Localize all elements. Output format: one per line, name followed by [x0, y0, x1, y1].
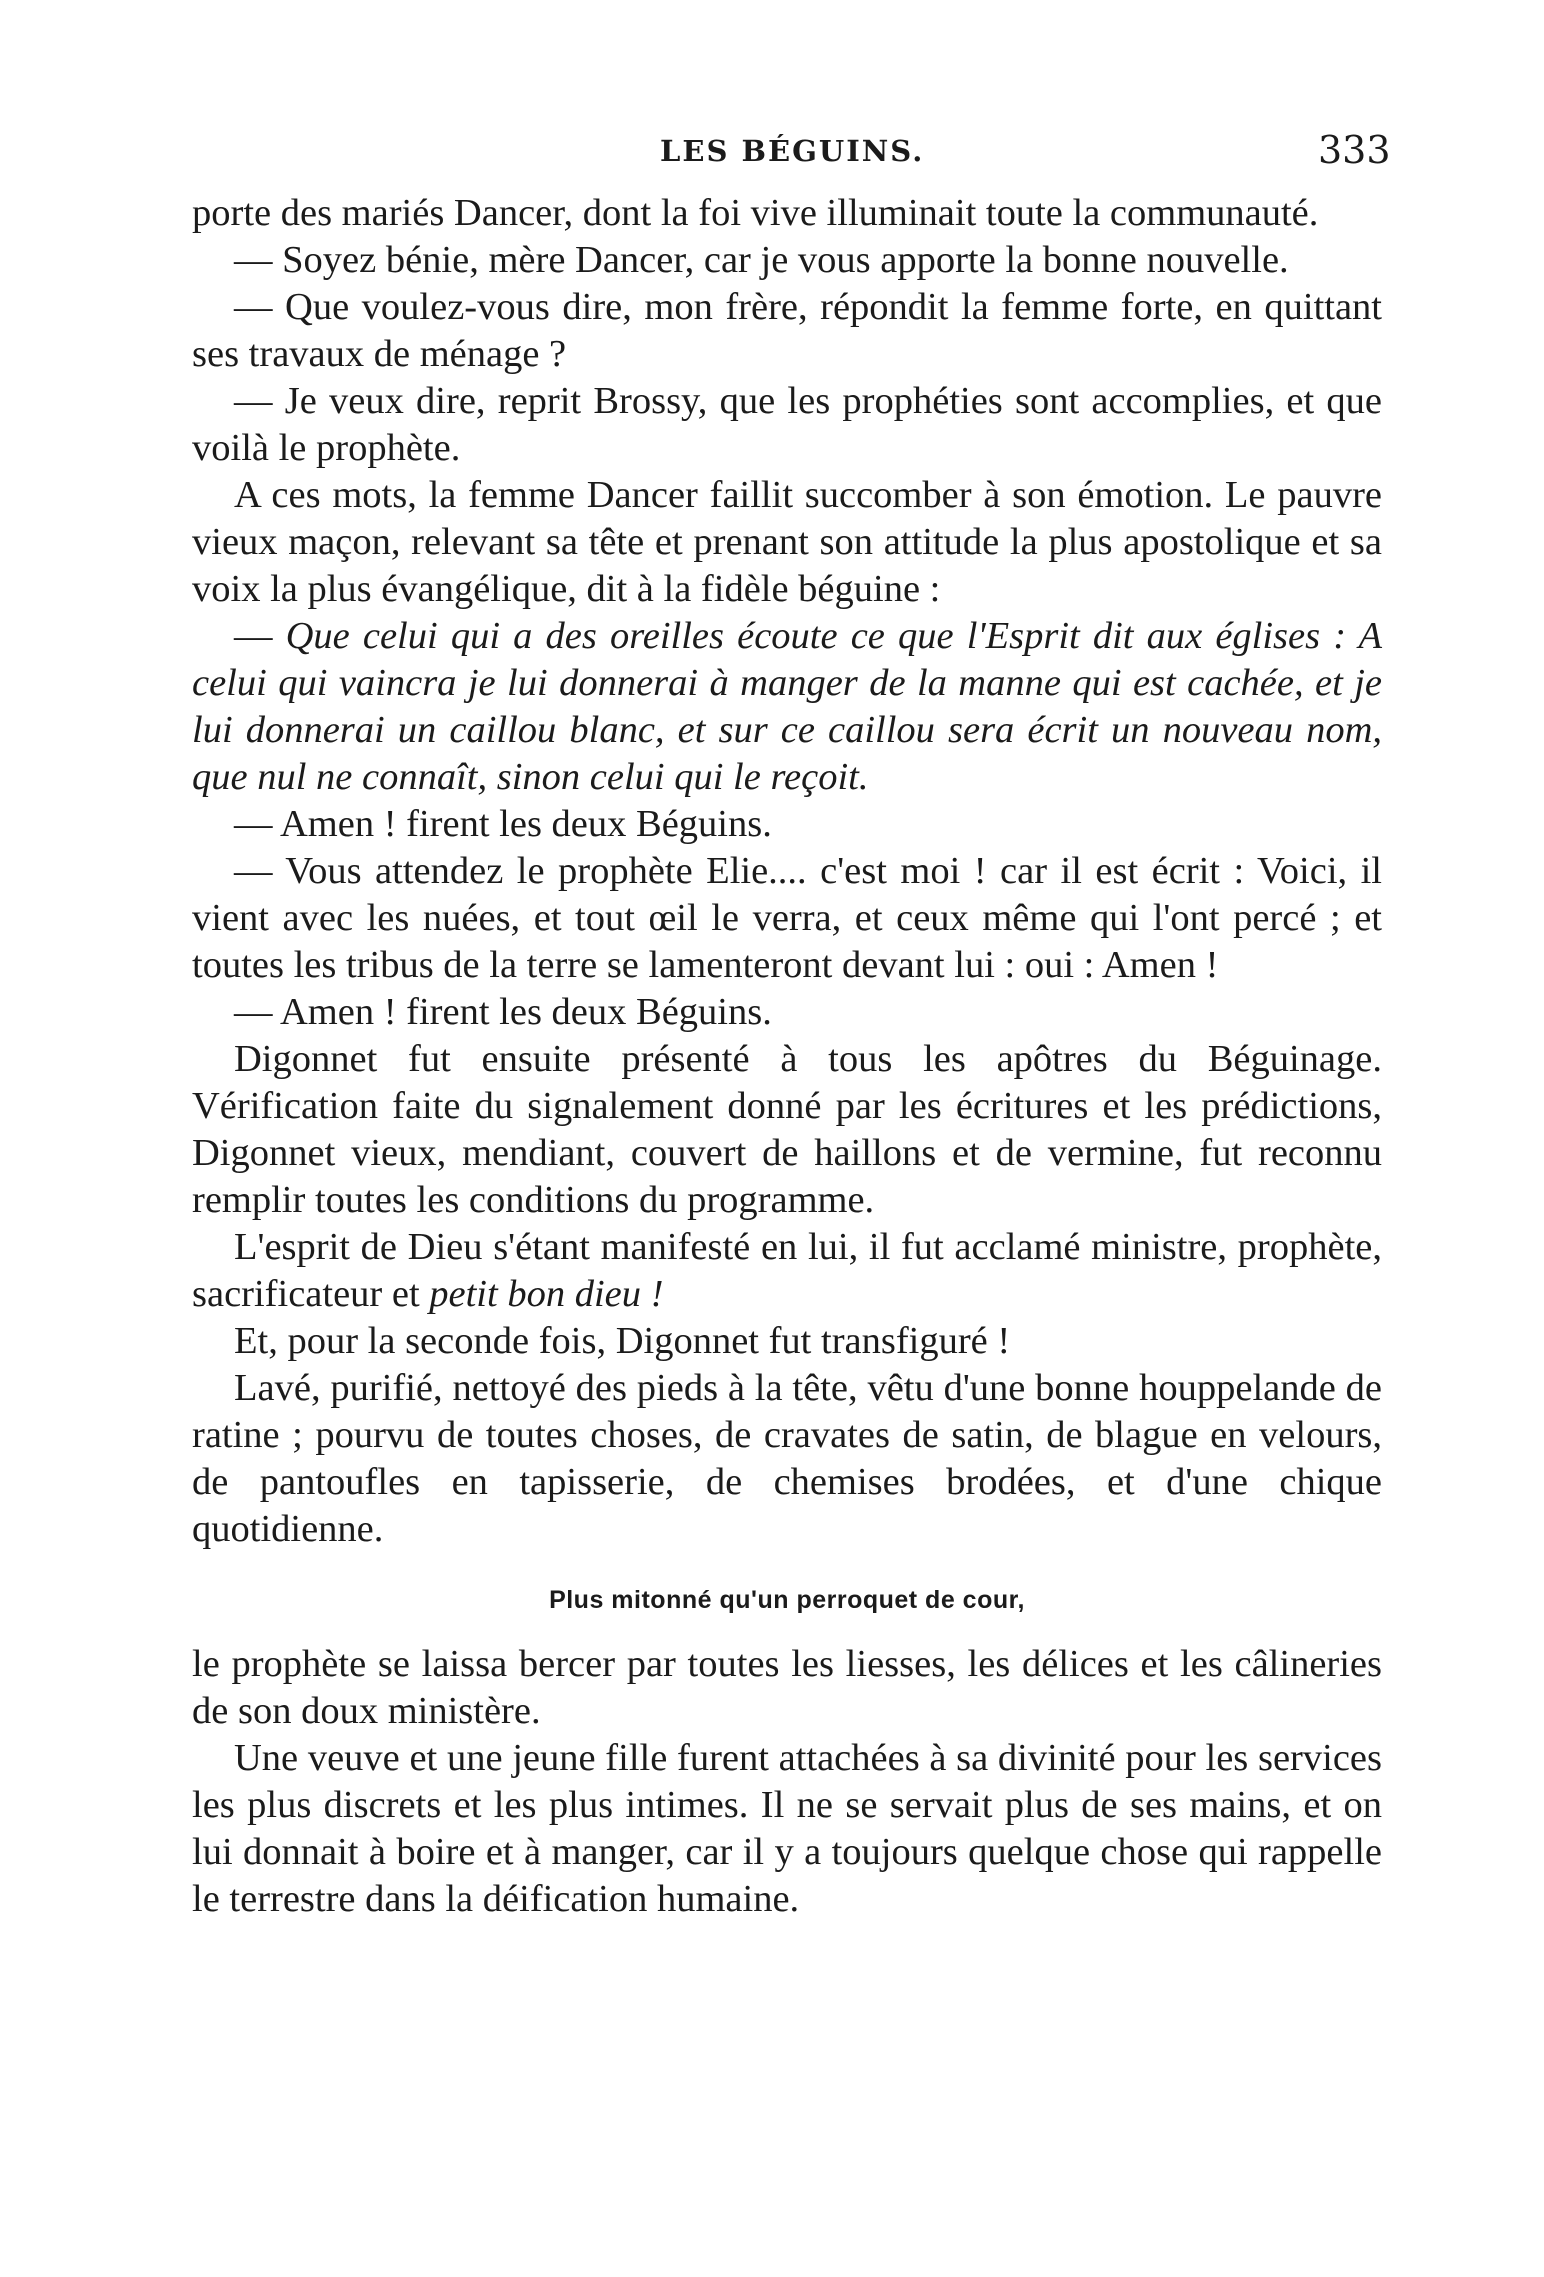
paragraph-6-scripture — [192, 613, 1382, 801]
verse-quote: Plus mitonné qu'un perroquet de cour, — [549, 1586, 1025, 1614]
paragraph-10: Digonnet fut ensuite présenté à tous les apôtres du Béguinage. Vérification faite du signalement donné par les écritures et les prédictions, Digonnet vieux, mendiant, couvert de haillons et de vermine, fut reconnu remplir toutes les conditions du programme. — [192, 1038, 1382, 1221]
paragraph-11-emphasis: petit bon dieu ! — [429, 1273, 664, 1315]
paragraph-11 — [192, 1224, 1382, 1318]
paragraph-8: — Vous attendez le prophète Elie.... c'est moi ! car il est écrit : Voici, il vient avec les nuées, et tout œil le verra, et ceux même qui l'ont percé ; et toutes les tribus de la terre se lamenteront devant lui : oui : Amen ! — [192, 850, 1382, 986]
paragraph-1: porte des mariés Dancer, dont la foi vive illuminait toute la communauté. — [192, 192, 1319, 234]
running-header — [0, 128, 1544, 178]
paragraph-9: — Amen ! firent les deux Béguins. — [234, 991, 772, 1033]
paragraph-5: A ces mots, la femme Dancer faillit succomber à son émotion. Le pauvre vieux maçon, relevant sa tête et prenant son attitude la plus apostolique et sa voix la plus évangélique, dit à la fidèle béguine : — [192, 474, 1382, 610]
paragraph-7: — Amen ! firent les deux Béguins. — [234, 803, 772, 845]
page-number: 333 — [1318, 128, 1391, 172]
running-title: LES BÉGUINS. — [660, 134, 925, 168]
body-text — [192, 190, 1382, 1923]
scripture-quote: Que celui qui a des oreilles écoute ce que l'Esprit dit aux églises : A celui qui vaincra je lui donnerai à manger de la manne qui est cachée, et je lui donnerai un caillou blanc, et sur ce caillou sera écrit un nouveau nom, que nul ne connaît, sinon celui qui le reçoit. — [192, 615, 1382, 798]
paragraph-2: — Soyez bénie, mère Dancer, car je vous apporte la bonne nouvelle. — [234, 239, 1289, 281]
paragraph-13: Lavé, purifié, nettoyé des pieds à la tête, vêtu d'une bonne houppelande de ratine ; pourvu de toutes choses, de cravates de satin, de blague en velours, de pantoufles en tapisserie, de chemises brodées, et d'une chique quotidienne. — [192, 1367, 1382, 1550]
dash: — — [234, 615, 286, 657]
paragraph-15: Une veuve et une jeune fille furent attachées à sa divinité pour les services les plus discrets et les plus intimes. Il ne se servait plus de ses mains, et on lui donnait à boire et à manger, car il y a toujours quelque chose qui rappelle le terrestre dans la déification humaine. — [192, 1737, 1382, 1920]
paragraph-14: le prophète se laissa bercer par toutes les liesses, les délices et les câlineries de son doux ministère. — [192, 1643, 1382, 1732]
paragraph-4: — Je veux dire, reprit Brossy, que les prophéties sont accomplies, et que voilà le prophète. — [192, 380, 1382, 469]
paragraph-12: Et, pour la seconde fois, Digonnet fut transfiguré ! — [234, 1320, 1011, 1362]
paragraph-3: — Que voulez-vous dire, mon frère, répondit la femme forte, en quittant ses travaux de ménage ? — [192, 286, 1382, 375]
paragraph-11-text: L'esprit de Dieu s'étant manifesté en lui, il fut acclamé ministre, prophète, sacrificateur et — [192, 1226, 1382, 1315]
